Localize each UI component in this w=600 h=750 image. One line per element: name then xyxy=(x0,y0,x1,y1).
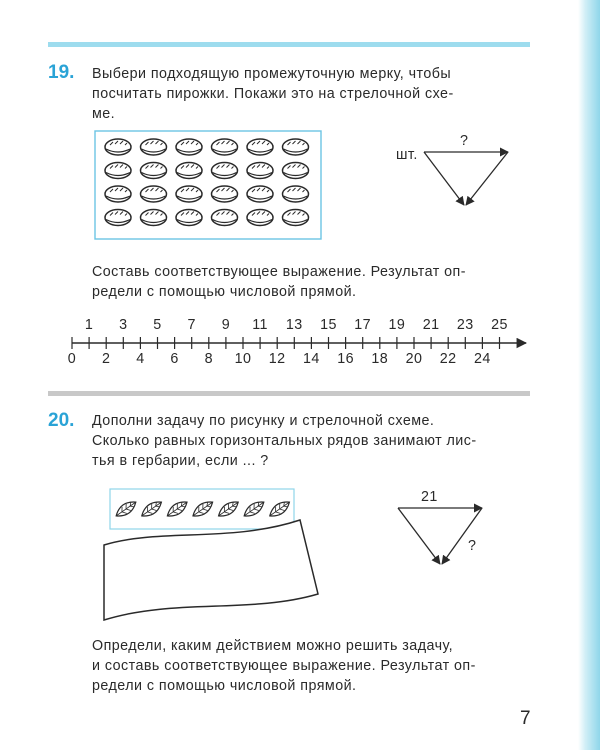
task-20-line: Сколько равных горизонтальных рядов занимают лис- xyxy=(92,433,477,449)
pie-icon xyxy=(212,210,238,226)
task-20-line: Определи, каким действием можно решить задачу, xyxy=(92,638,454,654)
pie-icon xyxy=(212,139,238,155)
task-19-line: Составь соответствующее выражение. Результат оп- xyxy=(92,264,466,280)
number-line-label: 22 xyxy=(439,351,457,367)
pie-icon xyxy=(247,139,273,155)
pie-icon xyxy=(176,139,202,155)
number-line-label: 24 xyxy=(473,351,491,367)
number-line-label: 2 xyxy=(101,351,111,367)
pie-icon xyxy=(283,186,309,202)
task-20-line: Дополни задачу по рисунку и стрелочной схеме. xyxy=(92,413,435,429)
number-line-label: 4 xyxy=(136,351,145,367)
number-line-label: 3 xyxy=(119,317,128,333)
pie-icon xyxy=(212,186,238,202)
pie-icon xyxy=(283,210,309,226)
arrow-diagram-19 xyxy=(424,152,508,205)
arrow-left-19 xyxy=(424,152,464,205)
pie-icon xyxy=(283,139,309,155)
number-line-label: 13 xyxy=(285,317,303,333)
pie-icon xyxy=(105,163,131,179)
task-20-line: редели с помощью числовой прямой. xyxy=(92,678,357,694)
number-line-label: 11 xyxy=(252,317,268,333)
number-line-label: 7 xyxy=(187,317,196,333)
herbarium-illustration xyxy=(104,489,318,620)
task-19-line: ме. xyxy=(92,106,116,122)
task-20-line: и составь соответствующее выражение. Результат оп- xyxy=(92,658,476,674)
number-line-label: 21 xyxy=(422,317,440,333)
number-line xyxy=(72,337,526,349)
task-19-line: редели с помощью числовой прямой. xyxy=(92,284,357,300)
pie-icon xyxy=(176,186,202,202)
number-line-label: 12 xyxy=(268,351,286,367)
number-line-label: 6 xyxy=(170,351,179,367)
pie-icon xyxy=(247,163,273,179)
pie-icon xyxy=(141,186,167,202)
arrow-19-unit-label: шт. xyxy=(396,147,418,163)
number-line-label: 23 xyxy=(456,317,474,333)
number-line-label: 9 xyxy=(221,317,231,333)
pie-icon xyxy=(141,210,167,226)
arrow-right-19 xyxy=(466,152,508,205)
pie-icon xyxy=(105,186,131,202)
pie-icon xyxy=(105,139,131,155)
number-line-label: 10 xyxy=(234,351,252,367)
pie-icon xyxy=(247,186,273,202)
arrow-20-total-label: 21 xyxy=(421,489,438,505)
number-line-label: 20 xyxy=(405,351,423,367)
task-20-text xyxy=(92,411,477,471)
number-line-label: 16 xyxy=(337,351,354,367)
arrow-19-question-label: ? xyxy=(460,133,469,149)
page-number: 7 xyxy=(520,708,531,729)
pie-icon xyxy=(212,163,238,179)
number-line-label: 0 xyxy=(67,351,77,367)
task-20-number: 20. xyxy=(48,410,75,431)
task-19-text-2 xyxy=(92,262,466,302)
pie-icon xyxy=(283,163,309,179)
number-line-label: 25 xyxy=(491,317,508,333)
arrow-20-question-label: ? xyxy=(468,538,477,554)
number-line-label: 8 xyxy=(204,351,213,367)
paper-sheet xyxy=(104,520,318,620)
number-line-label: 19 xyxy=(388,317,406,333)
pie-icon xyxy=(141,139,167,155)
number-line-label: 18 xyxy=(371,351,389,367)
pies-grid xyxy=(105,139,309,226)
task-20-line: тья в гербарии, если ... ? xyxy=(92,453,269,469)
pie-icon xyxy=(141,163,167,179)
pie-icon xyxy=(176,163,202,179)
task-19-line: Выбери подходящую промежуточную мерку, чтобы xyxy=(92,66,452,82)
number-line-label: 5 xyxy=(153,317,162,333)
pie-icon xyxy=(176,210,202,226)
pie-icon xyxy=(105,210,131,226)
number-line-label: 1 xyxy=(84,317,94,333)
task-19-number: 19. xyxy=(48,62,75,83)
number-line-label: 15 xyxy=(320,317,337,333)
task-20-text-2 xyxy=(92,636,476,696)
pie-icon xyxy=(247,210,273,226)
arrow-left-20 xyxy=(398,508,440,564)
number-line-label: 17 xyxy=(354,317,372,333)
task-19-line: посчитать пирожки. Покажи это на стрелочной схе- xyxy=(92,86,454,102)
number-line-label: 14 xyxy=(302,351,320,367)
